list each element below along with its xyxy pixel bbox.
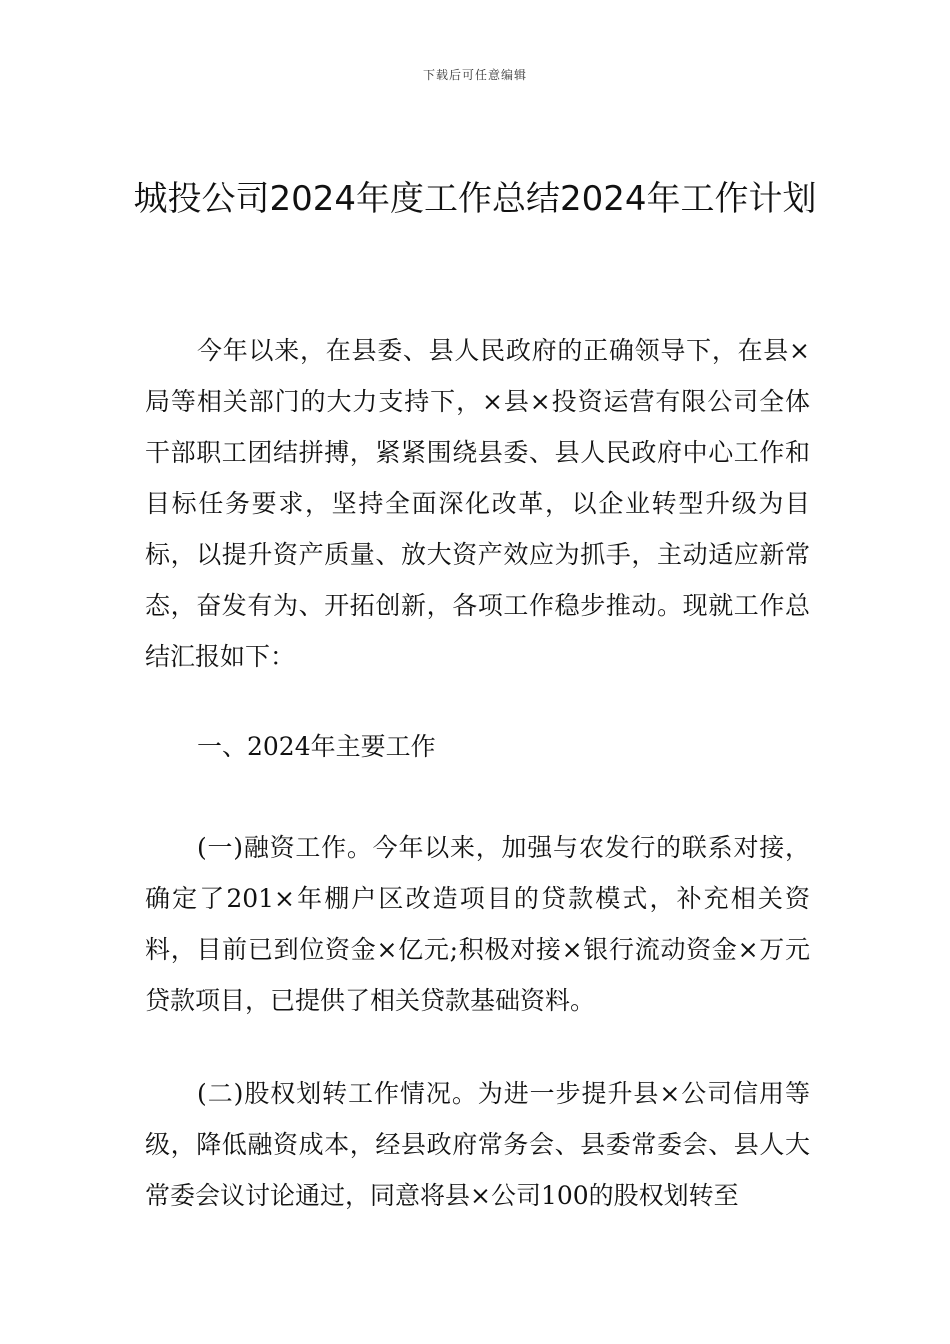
header-note: 下载后可任意编辑 xyxy=(422,68,527,82)
financing-paragraph: (一)融资工作。今年以来，加强与农发行的联系对接，确定了201×年棚户区改造项目的贷款模式，补充相关资料，目前已到位资金×亿元;积极对接×银行流动资金×万元贷款项目，已提供了相关贷款基础资料。 xyxy=(145,833,810,1015)
document-title: 城投公司2024年度工作总结2024年工作计划 xyxy=(133,179,817,219)
intro-paragraph: 今年以来，在县委、县人民政府的正确领导下，在县×局等相关部门的大力支持下，×县×投资运营有限公司全体干部职工团结拼搏，紧紧围绕县委、县人民政府中心工作和目标任务要求，坚持全面深化改革，以企业转型升级为目标，以提升资产质量、放大资产效应为抓手，主动适应新常态，奋发有为、开拓创新，各项工作稳步推动。现就工作总结汇报如下： xyxy=(145,336,810,671)
section-heading: 一、2024年主要工作 xyxy=(197,732,436,761)
equity-transfer-paragraph: (二)股权划转工作情况。为进一步提升县×公司信用等级，降低融资成本，经县政府常务会、县委常委会、县人大常委会议讨论通过，同意将县×公司100的股权划转至 xyxy=(145,1079,810,1210)
